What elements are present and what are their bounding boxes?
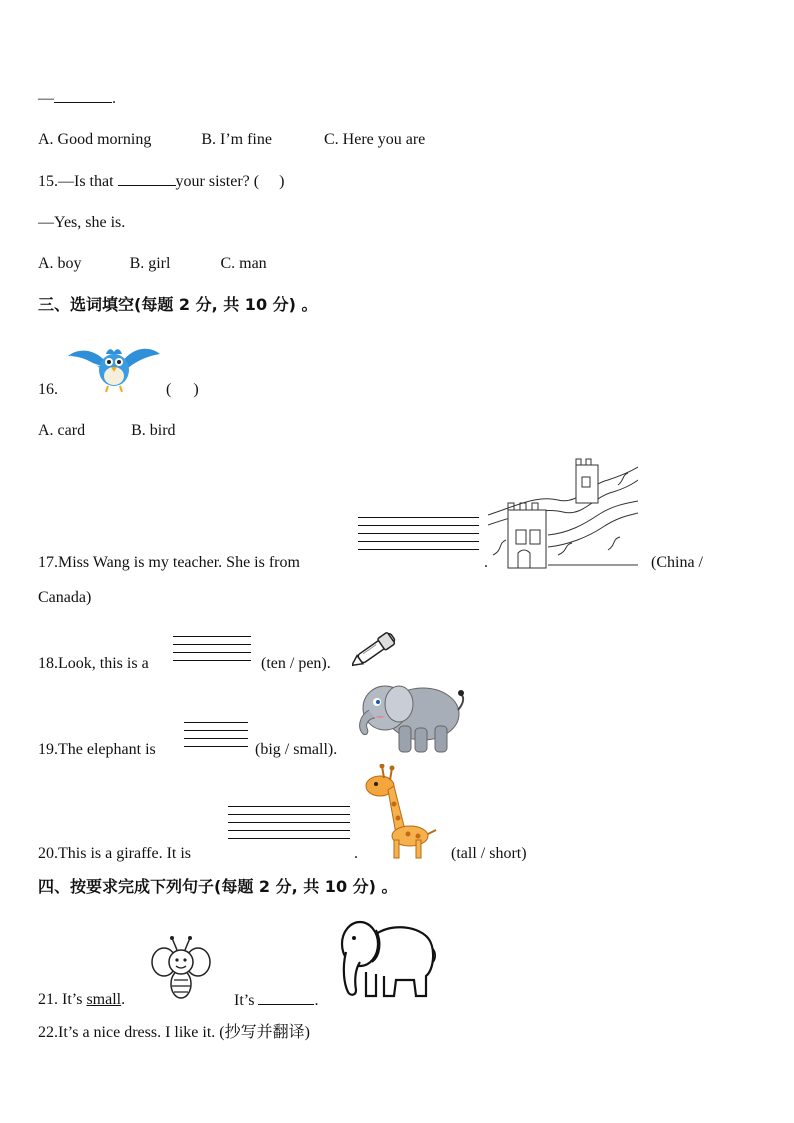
q16-option-a[interactable]: A. card bbox=[38, 422, 86, 439]
q14-dash: — bbox=[38, 90, 54, 107]
q17-period: . bbox=[484, 554, 488, 571]
q17-choices: (China / bbox=[651, 554, 703, 571]
q15-prompt-b: your sister? ( bbox=[175, 173, 260, 190]
q20-choices: (tall / short) bbox=[451, 845, 527, 862]
q17-choices-cont: Canada) bbox=[38, 589, 92, 606]
q15-prompt bbox=[38, 171, 284, 192]
q19-choices: (big / small). bbox=[255, 741, 338, 758]
q14-period: . bbox=[112, 90, 116, 107]
q15-reply: —Yes, she is. bbox=[38, 214, 126, 231]
q15-blank[interactable] bbox=[118, 171, 176, 186]
q14-blank[interactable] bbox=[54, 88, 112, 103]
q16-paren-open: ( bbox=[166, 381, 172, 398]
section3-heading: 三、选词填空(每题 2 分, 共 10 分) 。 bbox=[38, 295, 318, 314]
q21-period2: . bbox=[314, 992, 319, 1009]
q14-options bbox=[38, 130, 425, 150]
q16-paren-close: ) bbox=[193, 381, 199, 398]
q21-blank[interactable] bbox=[258, 990, 314, 1005]
q15-paren-close: ) bbox=[279, 173, 285, 190]
q16-option-b[interactable]: B. bird bbox=[131, 422, 176, 439]
elephant-icon bbox=[355, 676, 467, 756]
q15-option-c[interactable]: C. man bbox=[220, 255, 267, 272]
elephant-outline-icon bbox=[336, 912, 438, 1002]
section4-heading: 四、按要求完成下列句子(每题 2 分, 共 10 分) 。 bbox=[38, 877, 398, 896]
q18-text: 18.Look, this is a bbox=[38, 655, 149, 672]
q16-options bbox=[38, 421, 176, 441]
q21-its: 21. It’s bbox=[38, 991, 83, 1008]
q14-option-c[interactable]: C. Here you are bbox=[323, 131, 426, 148]
pen-icon bbox=[352, 624, 404, 670]
giraffe-icon bbox=[360, 764, 440, 860]
q15-option-b[interactable]: B. girl bbox=[129, 255, 171, 272]
q18-choices: (ten / pen). bbox=[261, 655, 331, 672]
q17-text: 17.Miss Wang is my teacher. She is from bbox=[38, 554, 300, 571]
q17-line bbox=[38, 553, 300, 573]
q16-line bbox=[38, 380, 199, 400]
q15-option-a[interactable]: A. boy bbox=[38, 255, 82, 272]
q22-text: 22.It’s a nice dress. I like it. (抄写并翻译) bbox=[38, 1024, 310, 1041]
q14-answer-line bbox=[38, 88, 116, 109]
q20-writing-lines[interactable] bbox=[228, 806, 350, 846]
q19-writing-lines[interactable] bbox=[184, 722, 248, 754]
q17-writing-lines[interactable] bbox=[358, 517, 479, 557]
q16-number: 16. bbox=[38, 381, 58, 398]
q21-underlined-word: small bbox=[86, 991, 122, 1008]
bee-icon bbox=[150, 934, 212, 1002]
q21-line bbox=[38, 990, 125, 1010]
q21-its2: It’s bbox=[234, 992, 255, 1009]
q19-text: 19.The elephant is bbox=[38, 741, 156, 758]
q14-option-a[interactable]: A. Good morning bbox=[38, 131, 152, 148]
q15-options bbox=[38, 254, 267, 274]
q18-writing-lines[interactable] bbox=[173, 636, 251, 668]
q21-answer bbox=[234, 990, 318, 1011]
q20-text: 20.This is a giraffe. It is bbox=[38, 845, 192, 862]
great-wall-icon bbox=[488, 455, 638, 570]
q21-period: . bbox=[121, 991, 126, 1008]
q14-option-b[interactable]: B. I’m fine bbox=[201, 131, 272, 148]
q15-prompt-a: 15.—Is that bbox=[38, 173, 114, 190]
q20-period: . bbox=[354, 845, 358, 862]
